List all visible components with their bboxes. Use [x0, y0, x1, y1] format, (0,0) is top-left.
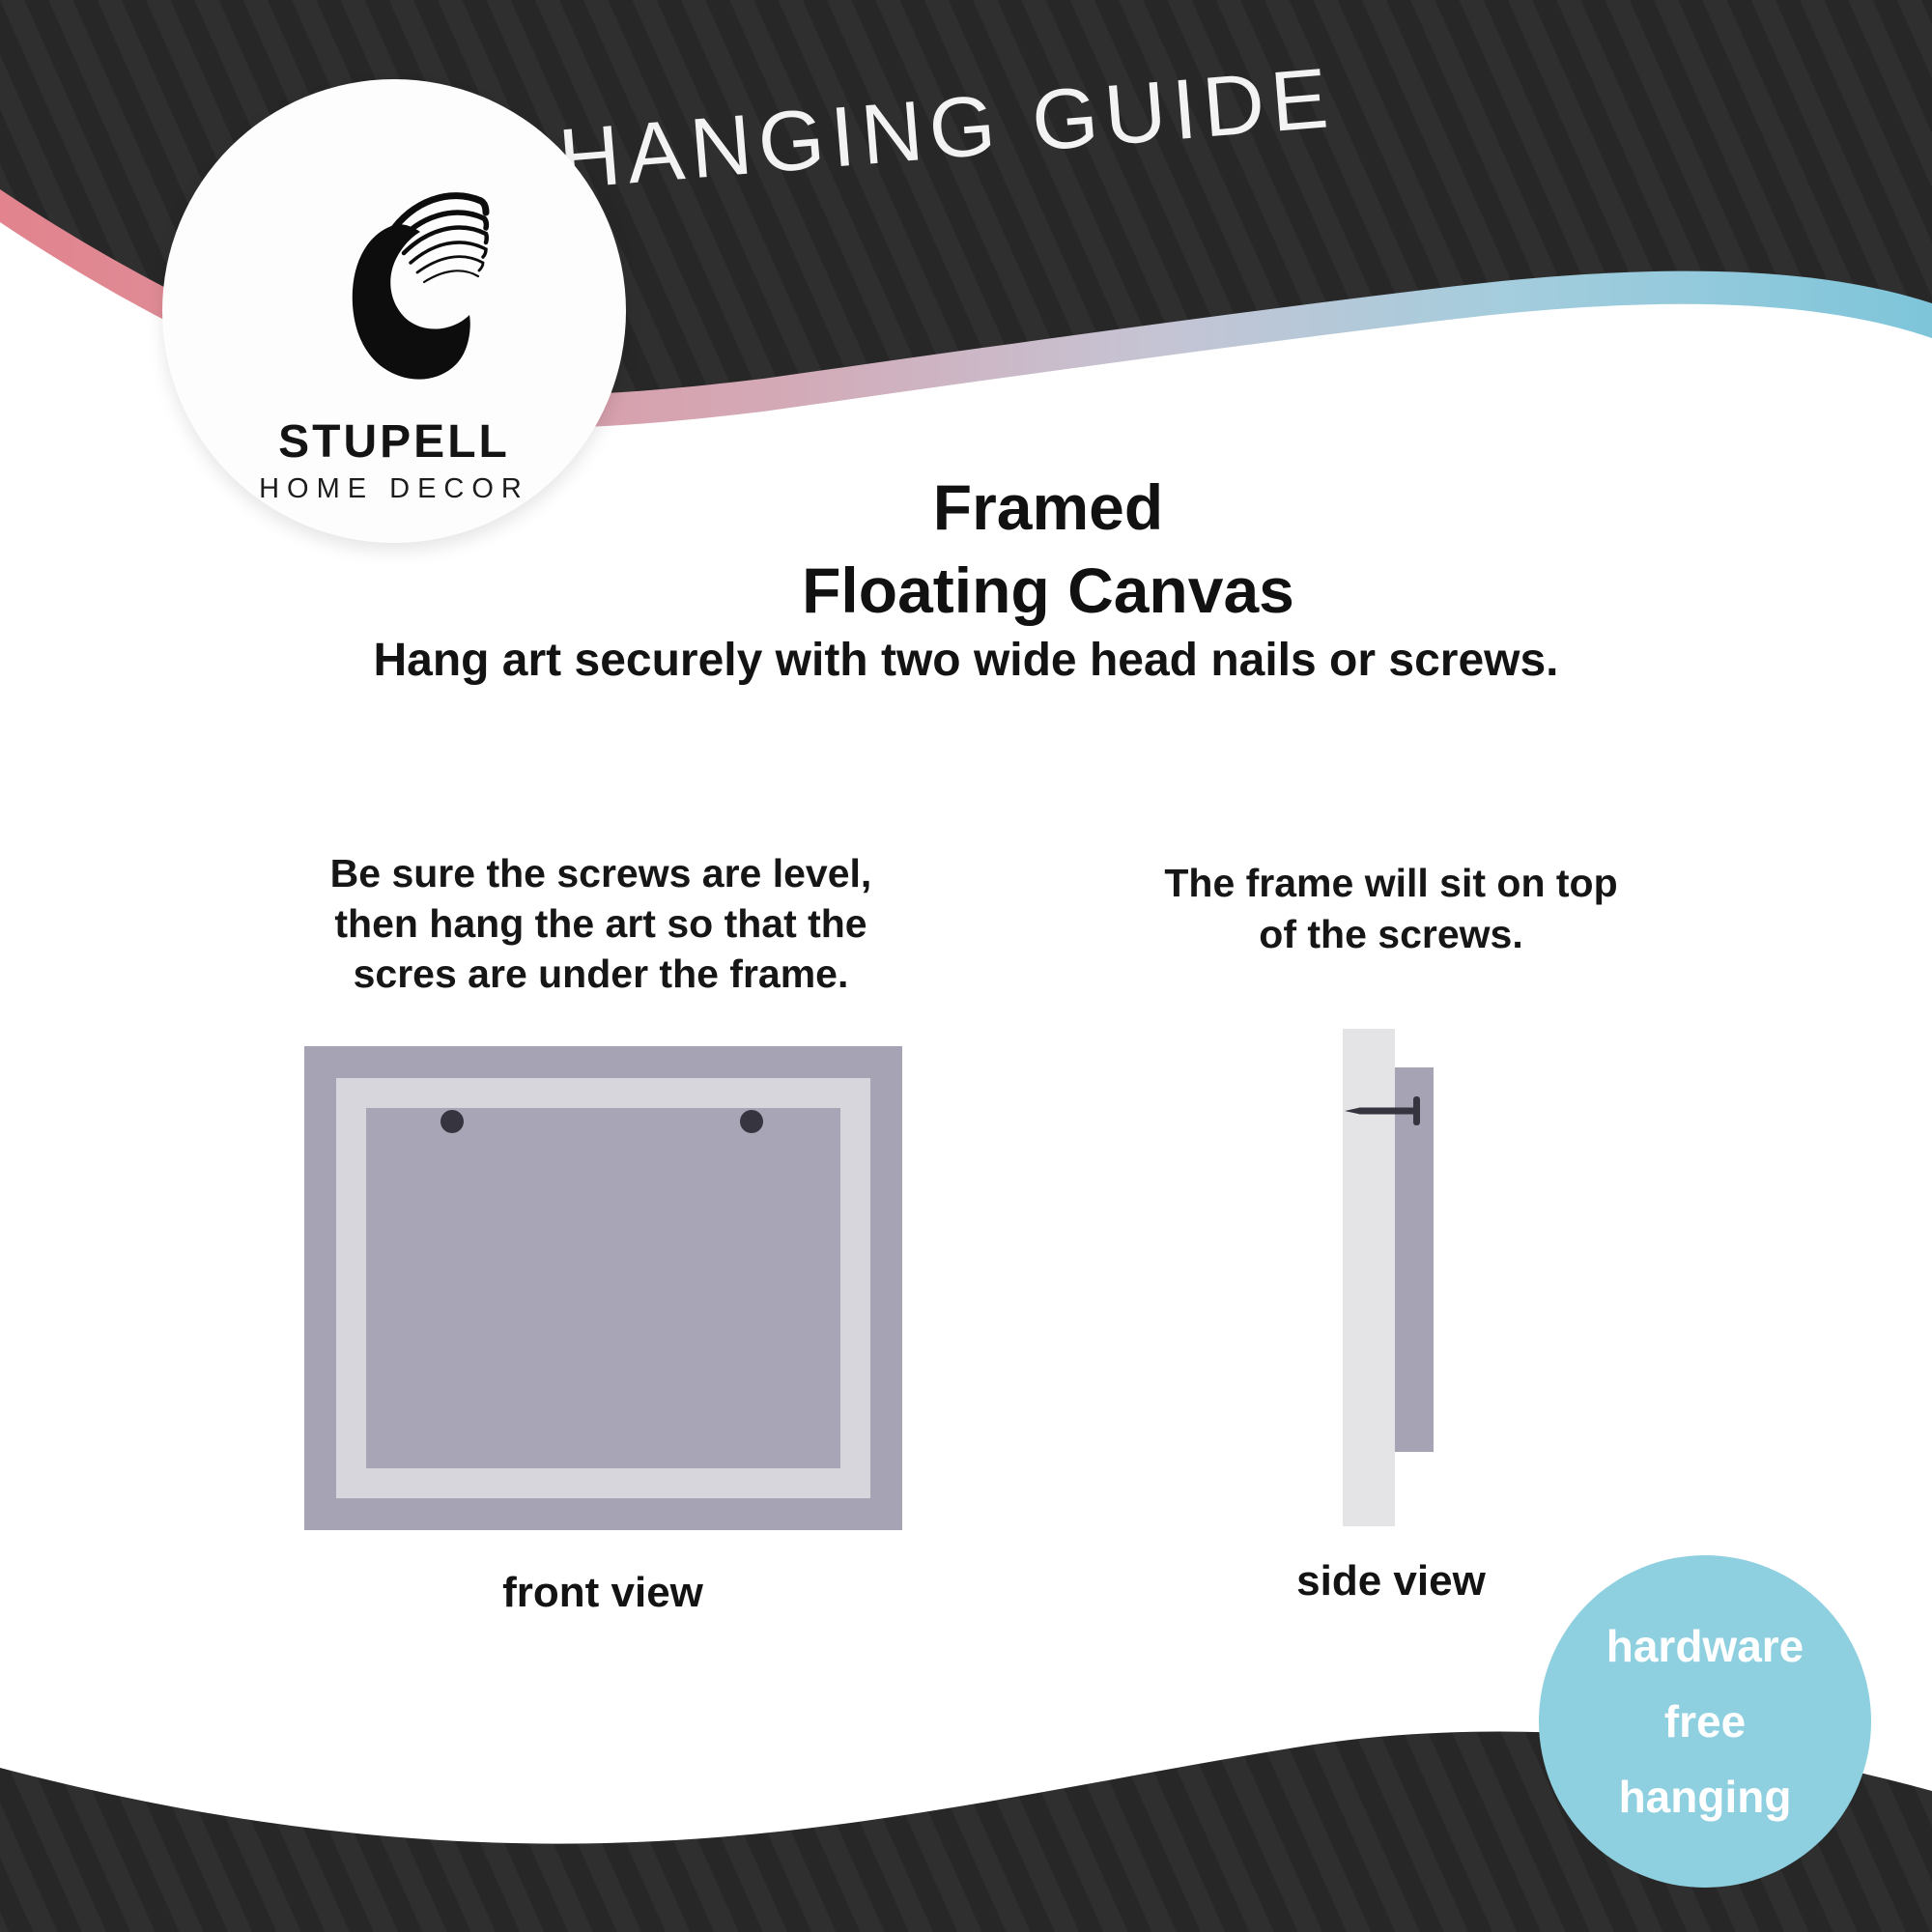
product-title	[565, 466, 1531, 632]
stupell-s-swirl-icon	[298, 172, 491, 389]
front-instruction-line1: Be sure the screws are level,	[329, 851, 872, 895]
product-title-line2: Floating Canvas	[802, 554, 1294, 626]
page-title: HANGING GUIDE	[554, 48, 1339, 208]
side-view-diagram	[1343, 1029, 1449, 1526]
brand-tagline: HOME DECOR	[259, 473, 529, 504]
side-view-instruction	[1005, 858, 1777, 960]
front-instruction-line3: scres are under the frame.	[353, 952, 849, 996]
side-view-caption: side view	[1296, 1557, 1486, 1605]
screw-right-icon	[740, 1110, 763, 1133]
front-view-diagram	[304, 1046, 902, 1530]
badge-line3: hanging	[1618, 1772, 1792, 1822]
brand-logo-circle	[162, 79, 626, 543]
canvas-face	[366, 1108, 840, 1468]
product-title-line1: Framed	[932, 471, 1164, 543]
badge-line1: hardware	[1605, 1621, 1804, 1671]
brand-name: STUPELL	[278, 416, 510, 468]
front-view-caption: front view	[502, 1569, 703, 1616]
badge-line2: free	[1663, 1696, 1747, 1747]
side-instruction-line1: The frame will sit on top	[1164, 861, 1618, 905]
hardware-free-badge	[1539, 1555, 1871, 1888]
screw-left-icon	[440, 1110, 464, 1133]
nail-icon	[1345, 1092, 1434, 1130]
front-view-instruction	[214, 848, 987, 999]
side-instruction-line2: of the screws.	[1259, 912, 1523, 956]
main-instruction: Hang art securely with two wide head nails or screws.	[373, 635, 1559, 686]
front-instruction-line2: then hang the art so that the	[334, 901, 867, 946]
